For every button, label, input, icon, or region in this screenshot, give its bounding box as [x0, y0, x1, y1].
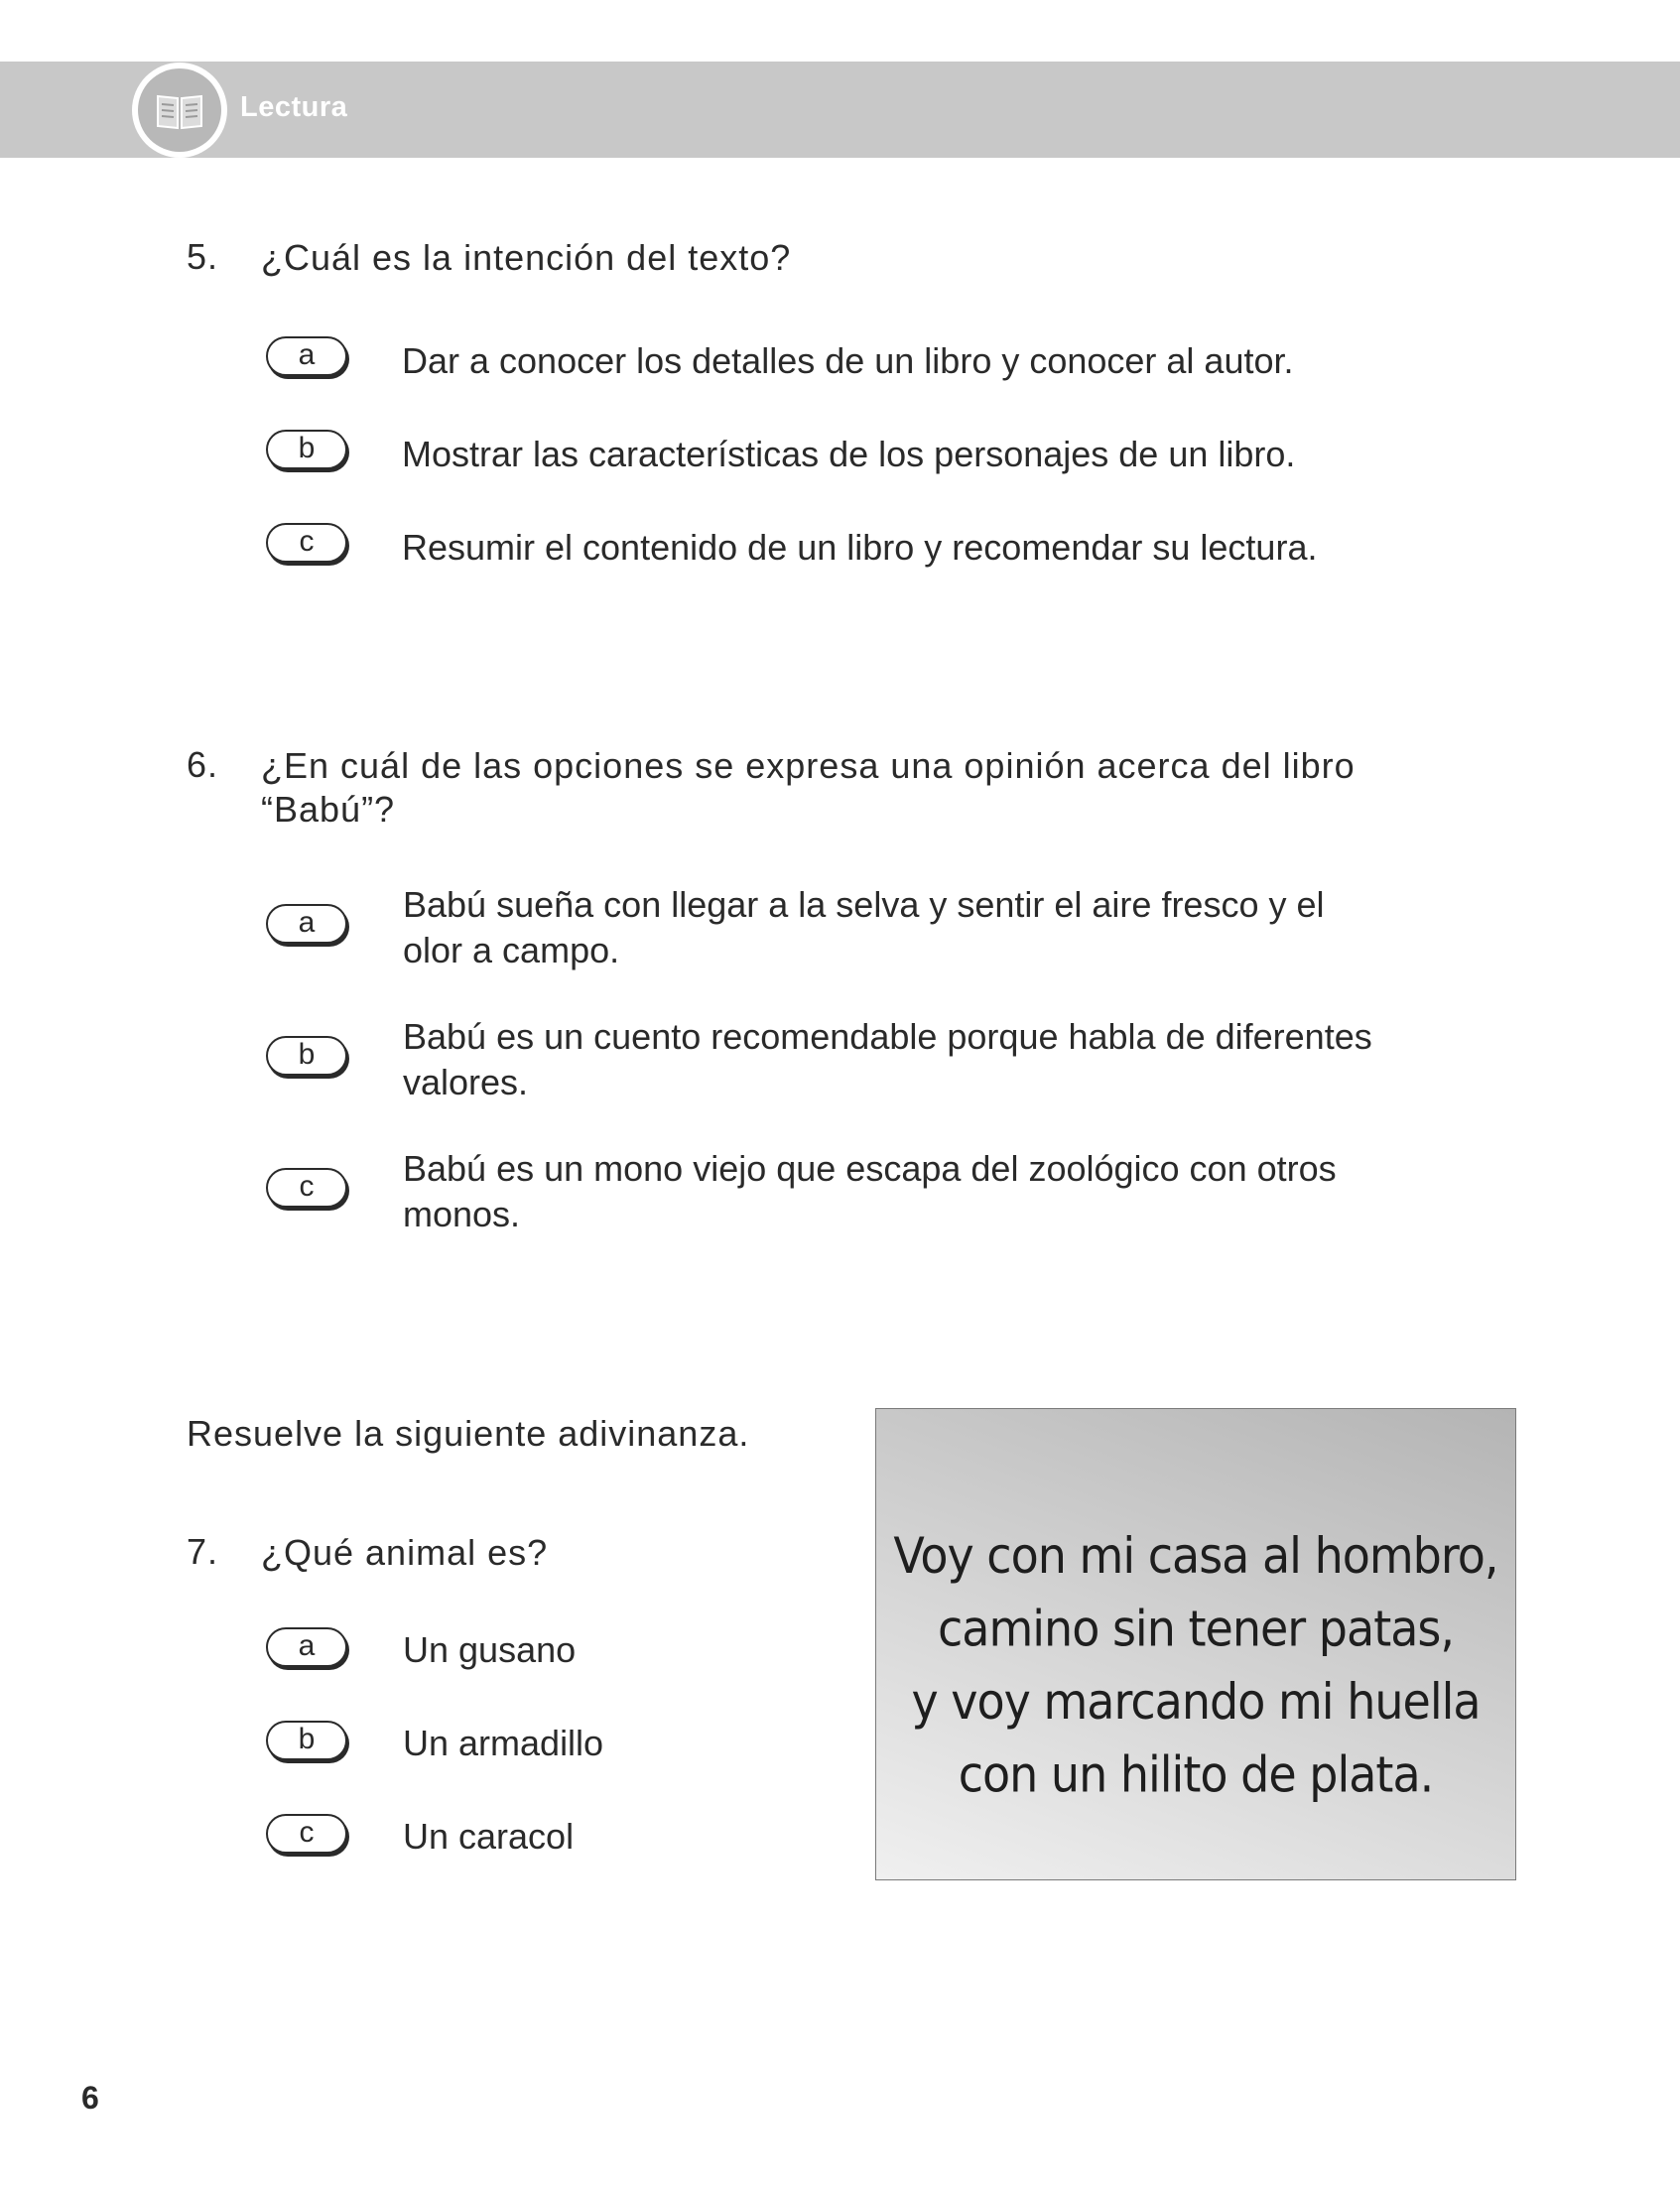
option-text — [403, 1627, 576, 1673]
riddle-line: y voy marcando mi huella — [911, 1672, 1481, 1731]
question-line: ¿Qué animal es? — [261, 1532, 549, 1573]
option-line: Resumir el contenido de un libro y recomendar su lectura. — [402, 527, 1318, 568]
option-line: Mostrar las características de los personajes de un libro. — [402, 434, 1296, 474]
option-line: Dar a conocer los detalles de un libro y conocer al autor. — [402, 340, 1294, 381]
option-selector-a[interactable]: a — [266, 336, 347, 376]
question-number: 6. — [187, 744, 219, 785]
section-badge — [132, 63, 227, 158]
option-selector-c[interactable]: c — [266, 523, 347, 563]
question-text — [261, 1531, 548, 1575]
question-line: ¿En cuál de las opciones se expresa una opinión acerca del libro — [261, 745, 1356, 786]
option-text — [402, 338, 1294, 384]
option-selector-b[interactable]: b — [266, 1036, 347, 1076]
option-text — [403, 1721, 603, 1766]
option-text — [403, 1146, 1337, 1237]
option-line: Babú sueña con llegar a la selva y sentir el aire fresco y el — [403, 884, 1325, 925]
section-title: Lectura — [240, 91, 348, 123]
option-selector-c[interactable]: c — [266, 1168, 347, 1208]
instruction-text: Resuelve la siguiente adivinanza. — [187, 1413, 750, 1454]
option-selector-c[interactable]: c — [266, 1814, 347, 1854]
question-text — [261, 236, 791, 280]
option-selector-a[interactable]: a — [266, 904, 347, 944]
riddle-box — [875, 1408, 1516, 1880]
option-text — [402, 432, 1295, 477]
option-text — [403, 1814, 574, 1860]
option-line: Un armadillo — [403, 1723, 604, 1763]
option-line: Babú es un cuento recomendable porque habla de diferentes — [403, 1016, 1372, 1057]
option-selector-b[interactable]: b — [266, 1721, 347, 1760]
riddle-text — [876, 1519, 1515, 1811]
option-line: valores. — [403, 1062, 529, 1102]
book-icon — [156, 90, 203, 130]
option-line: Un gusano — [403, 1629, 577, 1670]
option-selector-b[interactable]: b — [266, 430, 347, 469]
option-text — [403, 1014, 1372, 1105]
question-line: ¿Cuál es la intención del texto? — [261, 237, 792, 278]
page-number: 6 — [81, 2080, 99, 2116]
option-line: Babú es un mono viejo que escapa del zoológico con otros — [403, 1148, 1337, 1189]
option-selector-a[interactable]: a — [266, 1627, 347, 1667]
option-line: olor a campo. — [403, 930, 620, 970]
question-number: 5. — [187, 236, 219, 277]
option-line: Un caracol — [403, 1816, 575, 1857]
question-number: 7. — [187, 1531, 219, 1572]
option-line: monos. — [403, 1194, 521, 1234]
question-line: “Babú”? — [261, 789, 396, 830]
riddle-line: Voy con mi casa al hombro, — [893, 1526, 1498, 1585]
option-text — [403, 882, 1325, 973]
riddle-line: camino sin tener patas, — [937, 1600, 1455, 1658]
question-text — [261, 744, 1521, 832]
riddle-line: con un hilito de plata. — [958, 1745, 1434, 1804]
option-text — [402, 525, 1317, 571]
